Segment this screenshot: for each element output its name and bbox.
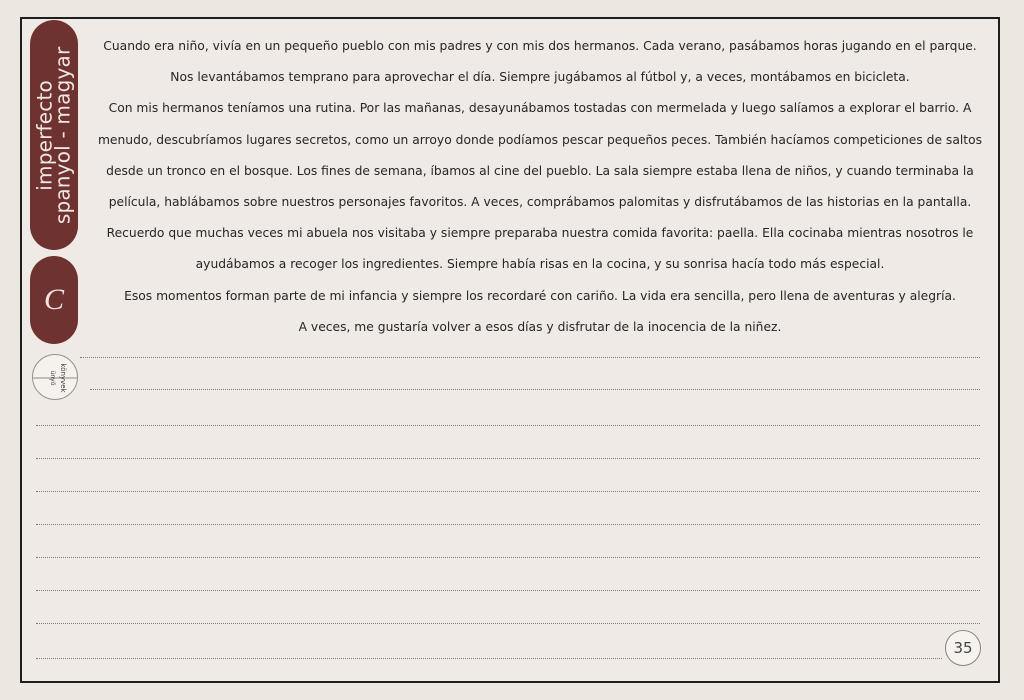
story-paragraph-1: Cuando era niño, vivía en un pequeño pueblo con mis padres y con mis dos hermanos. Cada verano, pasábamos horas jugando en el parque. Nos levantábamos temprano para aprovechar el día. Siempre jugábamos al fútbol y, a veces, montábamos en bicicleta. (103, 39, 977, 85)
writing-line (36, 524, 980, 525)
writing-line (36, 623, 980, 624)
writing-line (36, 458, 980, 459)
chapter-title-line-1: imperfecto (32, 79, 57, 191)
story-paragraph-4: Esos momentos forman parte de mi infancia y siempre los recordaré con cariño. La vida era sencilla, pero llena de aventuras y alegría. (124, 288, 956, 303)
page-number-text: 35 (953, 639, 973, 657)
chapter-letter: C (43, 283, 64, 316)
story-paragraph-3: Recuerdo que muchas veces mi abuela nos visitaba y siempre preparaba nuestra comida favorita: paella. Ella cocinaba mientras nosotros le ayudábamos a recoger los ingredientes. Siempre había risas en la cocina, y su sonrisa hacía todo más especial. (106, 226, 974, 272)
chapter-title (32, 46, 75, 224)
writing-line (80, 357, 980, 358)
story-paragraph-5: A veces, me gustaría volver a esos días y disfrutar de la inocencia de la niñez. (298, 319, 782, 334)
chapter-title-tab (30, 20, 78, 250)
svg-text:ünyö: ünyö (49, 370, 56, 386)
publisher-badge-icon (33, 355, 78, 400)
publisher-badge (32, 354, 78, 400)
writing-line (36, 658, 942, 659)
page-number (945, 630, 981, 666)
writing-line (36, 590, 980, 591)
writing-line (36, 491, 980, 492)
chapter-letter-tab (30, 256, 78, 344)
chapter-title-line-2: spanyol - magyar (51, 46, 75, 224)
writing-line (90, 389, 980, 390)
writing-line (36, 557, 980, 558)
svg-text:könyvek: könyvek (59, 363, 67, 393)
story-paragraph-2: Con mis hermanos teníamos una rutina. Por las mañanas, desayunábamos tostadas con mermelada y luego salíamos a explorar el barrio. A menudo, descubríamos lugares secretos, como un arroyo donde podíamos pescar pequeños peces. También hacíamos competiciones de saltos desde un tronco en el bosque. Los fines de semana, íbamos al cine del pueblo. La sala siempre estaba llena de niños, y cuando terminaba la película, hablábamos sobre nuestros personajes favoritos. A veces, comprábamos palomitas y disfrutábamos de las historias en la pantalla. (97, 101, 983, 210)
writing-line (36, 425, 980, 426)
story-text (96, 31, 984, 343)
